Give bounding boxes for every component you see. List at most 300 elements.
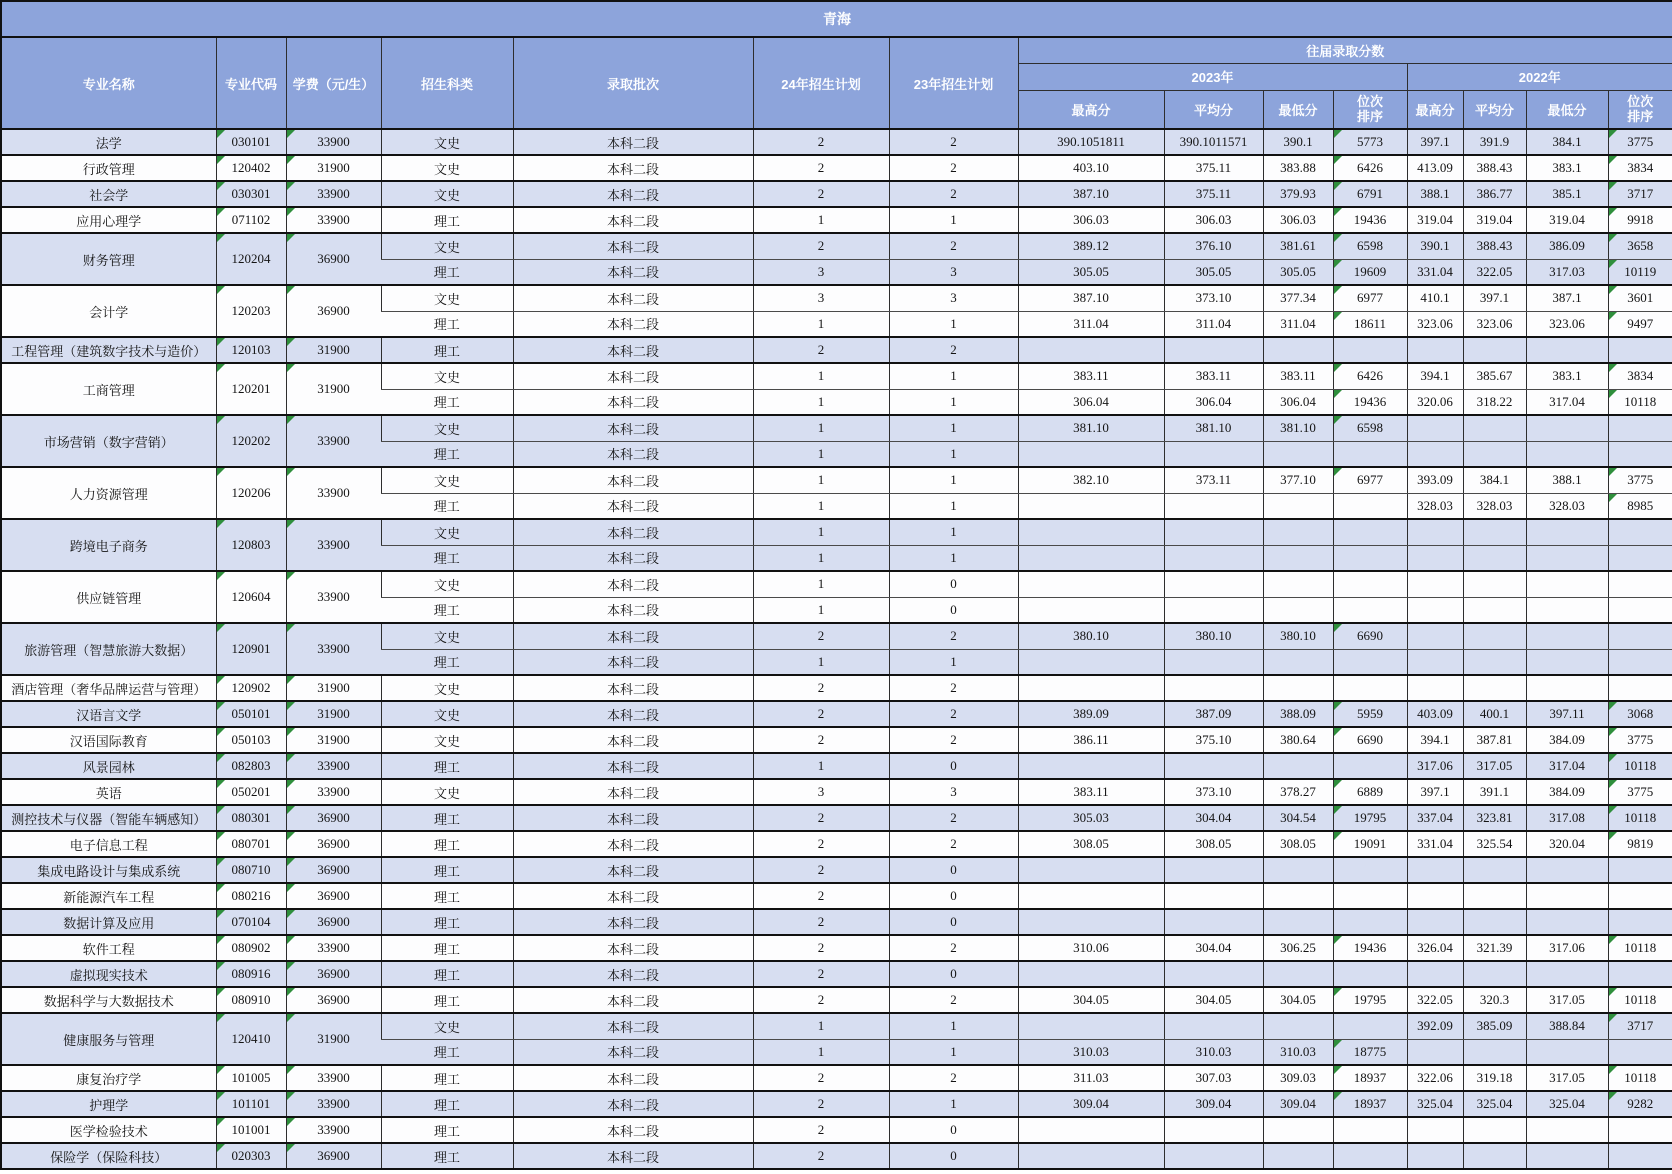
rank-cell — [1608, 675, 1672, 701]
fee-cell: 33900 — [286, 571, 381, 623]
major-name-cell: 数据计算及应用 — [1, 909, 216, 935]
score-cell — [1526, 1039, 1608, 1065]
score-cell: 320.04 — [1526, 831, 1608, 857]
score-cell: 305.03 — [1018, 805, 1164, 831]
score-cell: 326.04 — [1407, 935, 1463, 961]
score-cell — [1164, 857, 1263, 883]
subject-cell: 理工 — [381, 909, 513, 935]
score-cell: 319.04 — [1407, 207, 1463, 233]
table-row — [1, 883, 1672, 909]
major-name-cell: 社会学 — [1, 181, 216, 207]
major-name-cell: 集成电路设计与集成系统 — [1, 857, 216, 883]
score-cell: 394.1 — [1407, 363, 1463, 389]
header-admission-batch: 录取批次 — [513, 37, 753, 129]
rank-cell — [1608, 623, 1672, 649]
plan23-cell: 0 — [889, 909, 1018, 935]
score-cell: 325.04 — [1526, 1091, 1608, 1117]
score-cell: 304.05 — [1018, 987, 1164, 1013]
rank-cell: 3775 — [1608, 727, 1672, 753]
table-row — [1, 571, 1672, 597]
major-name-cell: 虚拟现实技术 — [1, 961, 216, 987]
score-cell: 305.05 — [1164, 259, 1263, 285]
batch-cell: 本科二段 — [513, 1065, 753, 1091]
score-cell: 306.03 — [1263, 207, 1333, 233]
rank-cell: 18775 — [1333, 1039, 1407, 1065]
rank-cell: 3834 — [1608, 155, 1672, 181]
subject-cell: 文史 — [381, 727, 513, 753]
score-cell: 323.06 — [1526, 311, 1608, 337]
header-major-name: 专业名称 — [1, 37, 216, 129]
score-cell — [1018, 545, 1164, 571]
plan24-cell: 1 — [753, 571, 889, 597]
batch-cell: 本科二段 — [513, 1117, 753, 1143]
rank-cell — [1608, 649, 1672, 675]
batch-cell: 本科二段 — [513, 1013, 753, 1039]
score-cell: 385.09 — [1463, 1013, 1526, 1039]
score-cell — [1164, 441, 1263, 467]
score-cell: 304.05 — [1164, 987, 1263, 1013]
header-2023-rank — [1333, 90, 1407, 129]
score-cell — [1018, 961, 1164, 987]
score-cell — [1526, 545, 1608, 571]
score-cell: 319.04 — [1463, 207, 1526, 233]
score-cell — [1407, 337, 1463, 363]
subject-cell: 理工 — [381, 1091, 513, 1117]
batch-cell: 本科二段 — [513, 233, 753, 259]
score-cell — [1463, 519, 1526, 545]
plan23-cell: 3 — [889, 259, 1018, 285]
table-row — [1, 181, 1672, 207]
score-cell: 381.10 — [1018, 415, 1164, 441]
batch-cell: 本科二段 — [513, 337, 753, 363]
score-cell: 387.1 — [1526, 285, 1608, 311]
rank-cell — [1608, 519, 1672, 545]
table-row — [1, 987, 1672, 1013]
score-cell — [1463, 675, 1526, 701]
rank-cell: 19436 — [1333, 207, 1407, 233]
batch-cell: 本科二段 — [513, 805, 753, 831]
table-row — [1, 701, 1672, 727]
batch-cell: 本科二段 — [513, 571, 753, 597]
score-cell — [1526, 649, 1608, 675]
score-cell: 375.11 — [1164, 181, 1263, 207]
score-cell: 378.27 — [1263, 779, 1333, 805]
plan23-cell: 1 — [889, 519, 1018, 545]
score-cell — [1526, 1117, 1608, 1143]
subject-cell: 理工 — [381, 961, 513, 987]
rank-cell: 3601 — [1608, 285, 1672, 311]
rank-cell — [1333, 337, 1407, 363]
plan24-cell: 1 — [753, 597, 889, 623]
plan23-cell: 2 — [889, 337, 1018, 363]
score-cell — [1463, 623, 1526, 649]
score-cell: 387.09 — [1164, 701, 1263, 727]
table-row — [1, 1143, 1672, 1169]
score-cell — [1018, 1013, 1164, 1039]
fee-cell: 31900 — [286, 337, 381, 363]
plan24-cell: 2 — [753, 1065, 889, 1091]
rank-label: 位次排序 — [1627, 93, 1654, 125]
major-code-cell: 120203 — [216, 285, 286, 337]
table-row — [1, 415, 1672, 441]
table-row — [1, 1091, 1672, 1117]
plan23-cell: 1 — [889, 1039, 1018, 1065]
fee-cell: 33900 — [286, 415, 381, 467]
score-cell: 306.25 — [1263, 935, 1333, 961]
batch-cell: 本科二段 — [513, 493, 753, 519]
fee-cell: 31900 — [286, 675, 381, 701]
batch-cell: 本科二段 — [513, 415, 753, 441]
plan23-cell: 2 — [889, 181, 1018, 207]
score-cell: 310.06 — [1018, 935, 1164, 961]
rank-cell — [1608, 597, 1672, 623]
score-cell: 317.04 — [1526, 753, 1608, 779]
fee-cell: 33900 — [286, 467, 381, 519]
score-cell: 309.03 — [1263, 1065, 1333, 1091]
plan24-cell: 2 — [753, 727, 889, 753]
subject-cell: 理工 — [381, 337, 513, 363]
major-code-cell: 120410 — [216, 1013, 286, 1065]
fee-cell: 36900 — [286, 831, 381, 857]
score-cell — [1018, 571, 1164, 597]
batch-cell: 本科二段 — [513, 129, 753, 155]
score-cell — [1463, 961, 1526, 987]
major-code-cell: 120202 — [216, 415, 286, 467]
rank-cell — [1608, 961, 1672, 987]
major-code-cell: 120201 — [216, 363, 286, 415]
rank-cell: 3834 — [1608, 363, 1672, 389]
score-cell — [1463, 545, 1526, 571]
score-cell — [1164, 883, 1263, 909]
subject-cell: 文史 — [381, 363, 513, 389]
score-cell — [1463, 649, 1526, 675]
batch-cell: 本科二段 — [513, 987, 753, 1013]
score-cell — [1407, 597, 1463, 623]
major-code-cell: 050101 — [216, 701, 286, 727]
score-cell: 323.81 — [1463, 805, 1526, 831]
rank-cell: 10118 — [1608, 753, 1672, 779]
major-code-cell: 080301 — [216, 805, 286, 831]
batch-cell: 本科二段 — [513, 753, 753, 779]
rank-cell: 19795 — [1333, 805, 1407, 831]
subject-cell: 理工 — [381, 311, 513, 337]
major-code-cell: 070104 — [216, 909, 286, 935]
plan23-cell: 1 — [889, 441, 1018, 467]
plan23-cell: 2 — [889, 1065, 1018, 1091]
rank-cell — [1333, 1117, 1407, 1143]
major-code-cell: 120901 — [216, 623, 286, 675]
batch-cell: 本科二段 — [513, 207, 753, 233]
plan24-cell: 2 — [753, 181, 889, 207]
subject-cell: 文史 — [381, 675, 513, 701]
score-cell — [1164, 1143, 1263, 1169]
major-code-cell: 120206 — [216, 467, 286, 519]
score-cell — [1263, 675, 1333, 701]
score-cell — [1463, 597, 1526, 623]
fee-cell: 33900 — [286, 779, 381, 805]
rank-cell — [1608, 415, 1672, 441]
score-cell — [1263, 1013, 1333, 1039]
score-cell — [1263, 909, 1333, 935]
fee-cell: 36900 — [286, 961, 381, 987]
score-cell — [1263, 883, 1333, 909]
score-cell: 387.10 — [1018, 181, 1164, 207]
batch-cell: 本科二段 — [513, 545, 753, 571]
score-cell: 323.06 — [1407, 311, 1463, 337]
major-name-cell: 风景园林 — [1, 753, 216, 779]
subject-cell: 理工 — [381, 987, 513, 1013]
major-name-cell: 软件工程 — [1, 935, 216, 961]
header-year-2022: 2022年 — [1407, 63, 1672, 90]
header-plan-2023: 23年招生计划 — [889, 37, 1018, 129]
major-code-cell: 050201 — [216, 779, 286, 805]
score-cell — [1263, 961, 1333, 987]
plan23-cell: 0 — [889, 883, 1018, 909]
score-cell — [1164, 493, 1263, 519]
score-cell — [1164, 1013, 1263, 1039]
score-cell — [1018, 649, 1164, 675]
score-cell — [1263, 1117, 1333, 1143]
major-code-cell: 080902 — [216, 935, 286, 961]
score-cell — [1164, 909, 1263, 935]
score-cell — [1018, 1143, 1164, 1169]
score-cell: 388.1 — [1526, 467, 1608, 493]
batch-cell: 本科二段 — [513, 675, 753, 701]
score-cell: 317.03 — [1526, 259, 1608, 285]
score-cell — [1263, 337, 1333, 363]
score-cell: 308.05 — [1164, 831, 1263, 857]
score-cell: 317.05 — [1463, 753, 1526, 779]
score-cell — [1018, 519, 1164, 545]
table-row — [1, 675, 1672, 701]
score-cell: 325.04 — [1407, 1091, 1463, 1117]
rank-cell: 10118 — [1608, 987, 1672, 1013]
plan23-cell: 1 — [889, 649, 1018, 675]
plan24-cell: 2 — [753, 961, 889, 987]
rank-cell — [1333, 649, 1407, 675]
plan23-cell: 2 — [889, 701, 1018, 727]
rank-cell: 6598 — [1333, 233, 1407, 259]
score-cell: 387.81 — [1463, 727, 1526, 753]
rank-cell — [1333, 1143, 1407, 1169]
rank-cell: 10118 — [1608, 389, 1672, 415]
score-cell: 328.03 — [1463, 493, 1526, 519]
major-code-cell: 120604 — [216, 571, 286, 623]
plan23-cell: 1 — [889, 389, 1018, 415]
major-name-cell: 法学 — [1, 129, 216, 155]
score-cell — [1463, 857, 1526, 883]
fee-cell: 33900 — [286, 181, 381, 207]
score-cell: 373.10 — [1164, 285, 1263, 311]
plan24-cell: 2 — [753, 805, 889, 831]
score-cell: 388.09 — [1263, 701, 1333, 727]
plan24-cell: 1 — [753, 545, 889, 571]
major-code-cell: 120204 — [216, 233, 286, 285]
score-cell: 306.03 — [1018, 207, 1164, 233]
rank-cell — [1333, 597, 1407, 623]
score-cell: 305.05 — [1263, 259, 1333, 285]
rank-cell — [1333, 493, 1407, 519]
score-cell: 380.10 — [1164, 623, 1263, 649]
fee-cell: 33900 — [286, 1065, 381, 1091]
plan24-cell: 2 — [753, 1143, 889, 1169]
score-cell: 397.1 — [1407, 779, 1463, 805]
score-cell: 328.03 — [1407, 493, 1463, 519]
score-cell — [1407, 1143, 1463, 1169]
subject-cell: 文史 — [381, 285, 513, 311]
score-cell: 319.04 — [1526, 207, 1608, 233]
batch-cell: 本科二段 — [513, 831, 753, 857]
score-cell: 373.10 — [1164, 779, 1263, 805]
score-cell: 381.61 — [1263, 233, 1333, 259]
table-row — [1, 337, 1672, 363]
score-cell: 373.11 — [1164, 467, 1263, 493]
score-cell: 383.88 — [1263, 155, 1333, 181]
rank-cell — [1608, 337, 1672, 363]
score-cell — [1164, 597, 1263, 623]
score-cell: 317.06 — [1407, 753, 1463, 779]
table-row — [1, 961, 1672, 987]
rank-label: 位次排序 — [1356, 93, 1383, 125]
rank-cell: 6889 — [1333, 779, 1407, 805]
rank-cell — [1333, 857, 1407, 883]
score-cell — [1263, 649, 1333, 675]
score-cell — [1164, 545, 1263, 571]
score-cell: 388.43 — [1463, 233, 1526, 259]
score-cell: 392.09 — [1407, 1013, 1463, 1039]
score-cell — [1407, 545, 1463, 571]
plan23-cell: 3 — [889, 285, 1018, 311]
table-row — [1, 1117, 1672, 1143]
score-cell: 413.09 — [1407, 155, 1463, 181]
score-cell: 389.09 — [1018, 701, 1164, 727]
score-cell — [1463, 883, 1526, 909]
score-cell — [1407, 571, 1463, 597]
major-name-cell: 会计学 — [1, 285, 216, 337]
score-cell: 311.04 — [1263, 311, 1333, 337]
header-major-code: 专业代码 — [216, 37, 286, 129]
subject-cell: 文史 — [381, 155, 513, 181]
score-cell: 310.03 — [1263, 1039, 1333, 1065]
score-cell — [1018, 675, 1164, 701]
major-name-cell: 市场营销（数字营销） — [1, 415, 216, 467]
header-year-2023: 2023年 — [1018, 63, 1407, 90]
score-cell: 310.03 — [1018, 1039, 1164, 1065]
score-cell — [1463, 1117, 1526, 1143]
fee-cell: 33900 — [286, 129, 381, 155]
plan24-cell: 1 — [753, 493, 889, 519]
major-name-cell: 汉语言文学 — [1, 701, 216, 727]
subject-cell: 理工 — [381, 597, 513, 623]
major-name-cell: 英语 — [1, 779, 216, 805]
score-cell — [1164, 1117, 1263, 1143]
batch-cell: 本科二段 — [513, 935, 753, 961]
plan24-cell: 2 — [753, 831, 889, 857]
table-row — [1, 519, 1672, 545]
rank-cell: 6977 — [1333, 467, 1407, 493]
subject-cell: 理工 — [381, 753, 513, 779]
score-cell: 391.9 — [1463, 129, 1526, 155]
batch-cell: 本科二段 — [513, 285, 753, 311]
rank-cell — [1333, 883, 1407, 909]
score-cell: 325.54 — [1463, 831, 1526, 857]
rank-cell: 8985 — [1608, 493, 1672, 519]
score-cell: 308.05 — [1018, 831, 1164, 857]
plan24-cell: 1 — [753, 207, 889, 233]
score-cell — [1407, 1039, 1463, 1065]
header-2022-min: 最低分 — [1526, 90, 1608, 129]
score-cell: 381.10 — [1263, 415, 1333, 441]
score-cell — [1407, 675, 1463, 701]
rank-cell — [1608, 441, 1672, 467]
major-code-cell: 080710 — [216, 857, 286, 883]
plan23-cell: 2 — [889, 805, 1018, 831]
score-cell — [1263, 857, 1333, 883]
table-row — [1, 1065, 1672, 1091]
rank-cell: 19436 — [1333, 935, 1407, 961]
rank-cell: 10118 — [1608, 1065, 1672, 1091]
plan23-cell: 2 — [889, 987, 1018, 1013]
table-row — [1, 935, 1672, 961]
plan23-cell: 0 — [889, 571, 1018, 597]
score-cell: 304.05 — [1263, 987, 1333, 1013]
rank-cell: 3717 — [1608, 181, 1672, 207]
score-cell: 390.1011571 — [1164, 129, 1263, 155]
major-name-cell: 行政管理 — [1, 155, 216, 181]
score-cell: 325.04 — [1463, 1091, 1526, 1117]
fee-cell: 36900 — [286, 233, 381, 285]
score-cell: 400.1 — [1463, 701, 1526, 727]
score-cell: 383.11 — [1164, 363, 1263, 389]
rank-cell — [1333, 571, 1407, 597]
major-code-cell: 101001 — [216, 1117, 286, 1143]
header-2022-rank — [1608, 90, 1672, 129]
score-cell — [1463, 571, 1526, 597]
score-cell: 331.04 — [1407, 831, 1463, 857]
score-cell: 385.1 — [1526, 181, 1608, 207]
major-name-cell: 财务管理 — [1, 233, 216, 285]
score-cell: 322.05 — [1463, 259, 1526, 285]
batch-cell: 本科二段 — [513, 389, 753, 415]
score-cell — [1526, 675, 1608, 701]
table-row — [1, 623, 1672, 649]
plan24-cell: 2 — [753, 233, 889, 259]
rank-cell: 19436 — [1333, 389, 1407, 415]
major-code-cell: 120402 — [216, 155, 286, 181]
table-row — [1, 831, 1672, 857]
score-cell — [1463, 441, 1526, 467]
plan24-cell: 2 — [753, 987, 889, 1013]
plan23-cell: 1 — [889, 207, 1018, 233]
fee-cell: 36900 — [286, 285, 381, 337]
major-name-cell: 护理学 — [1, 1091, 216, 1117]
header-subject-category: 招生科类 — [381, 37, 513, 129]
rank-cell: 6977 — [1333, 285, 1407, 311]
subject-cell: 理工 — [381, 805, 513, 831]
score-cell — [1018, 493, 1164, 519]
rank-cell: 18937 — [1333, 1091, 1407, 1117]
subject-cell: 理工 — [381, 207, 513, 233]
plan24-cell: 2 — [753, 623, 889, 649]
rank-cell: 9819 — [1608, 831, 1672, 857]
score-cell: 397.1 — [1463, 285, 1526, 311]
score-cell: 375.10 — [1164, 727, 1263, 753]
table-row — [1, 1013, 1672, 1039]
major-code-cell: 030101 — [216, 129, 286, 155]
table-row — [1, 857, 1672, 883]
score-cell — [1526, 441, 1608, 467]
score-cell — [1407, 883, 1463, 909]
